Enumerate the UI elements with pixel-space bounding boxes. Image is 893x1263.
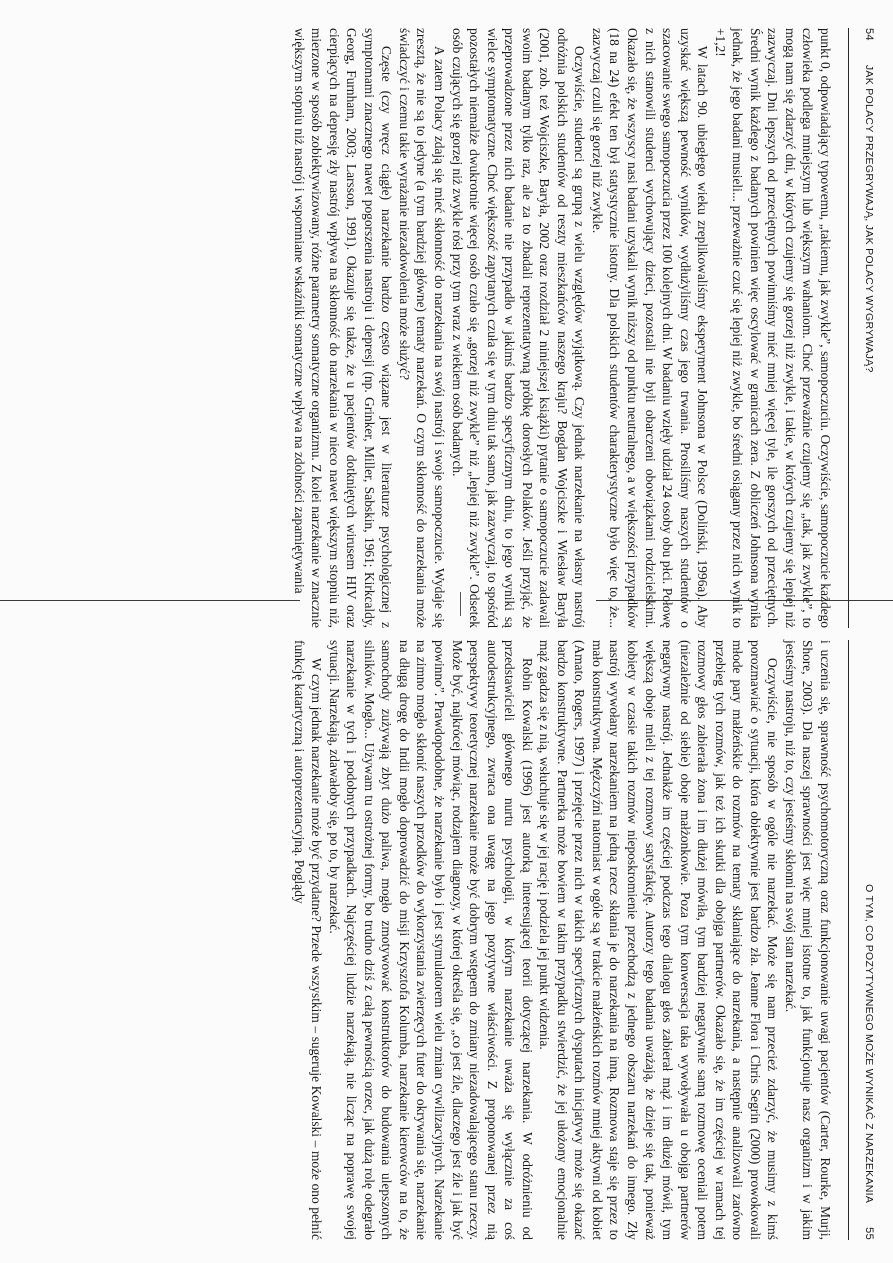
- running-head: JAK POLACY PRZEGRYWAJĄ, JAK POLACY WYGRYWAJĄ?: [863, 64, 875, 373]
- paragraph: punkt 0, odpowiadający typowemu, „takiemu, jak zwykle”, samopoczuciu. Oczywiście, samopoczucie każdego człowieka podlega mniejszym lub większym wahaniom. Choć przeważnie czujemy się „tak, jak zwykle”, to mogą nam się zdarzyć dni, w których czujemy się gorzej niż zwykle, i takie, w których czujemy się lepiej niż zazwyczaj. Dni lepszych od przeciętnych powinniśmy mieć mniej więcej tyle, ile gorszych od przeciętnych. Średni wynik każdego z badanych powinien więc oscylować w granicach zera. Z obliczeń Johnsona wynika jednak, że jego badani musieli... przeważnie czuć się lepiej niż zwykle, bo średni osiągany przez nich wynik to +1,2!: [712, 28, 833, 628]
- paragraph: A zatem Polacy zdają się mieć skłonność do narzekania na swój nastrój i swoje samopoczucie. Wydaje się zresztą, że nie są to jedyne (a tym bardziej główne) tematy narzekań. O czym skłonność do narzekania może świadczyć i czemu takie wyrażanie niezadowolenia może służyć?: [396, 28, 447, 628]
- running-head: O TYM, CO POZYTYWNEGO MOŻE WYNIKAĆ Z NARZEKANIA: [863, 884, 875, 1204]
- page-number: 54: [863, 28, 875, 41]
- page-header: [848, 28, 875, 628]
- page-body: [290, 640, 834, 1240]
- page-54: [95, 28, 875, 628]
- paragraph: Częste (czy wręcz ciągłe) narzekanie bardzo często wiązane jest w literaturze psychologicznej z symptomami znacznego nawet pogorszenia nastroju i depresji (np. Grinker, Miller, Sabskin, 1961; Kirkcaldy, Georg, Furnham, 2003; Larsson, 1991). Okazuje się także, że u pacjentów dotkniętych wirusem HIV oraz cierpiących na depresję zły nastrój wpływa na skłonność do narzekania w nieco nawet większym stopniu niż, mierzone w sposób zobiektywizowany, różne parametry somatyczne organizmu. Z kolei narzekanie w znacznie większym stopniu niż nastrój i wspomniane wskaźniki somatyczne wpływa na zdolności zapamiętywania: [291, 28, 395, 628]
- page-55: [95, 640, 875, 1240]
- paragraph: W latach 90. ubiegłego wieku zreplikowaliśmy eksperyment Johnsona w Polsce (Doliński, 1996a). Aby uzyskać większą pewność wyników, wydłużyliśmy czas jego trwania. Prosiliśmy naszych studentów o szacowanie swego samopoczucia przez 100 kolejnych dni. W badaniu wzięły udział 24 osoby obu płci. Połowę z nich stanowili studenci wychowujący dzieci, pozostali nie byli obarczeni obowiązkami rodzicielskimi. Okazało się, że wszyscy nasi badani uzyskali wynik niższy od punktu neutralnego, a w większości przypadków (18 na 24) efekt ten był statystycznie istotny. Dla polskich studentów charakterystyczne było więc to, że... zazwyczaj czuli się gorzej niż zwykle.: [589, 28, 711, 628]
- paragraph: Oczywiście, studenci są grupą z wielu względów wyjątkową. Czy jednak narzekanie na własny nastrój odróżnia polskich studentów od reszty mieszkańców naszego kraju? Bogdan Wojciszke i Wiesław Baryła (2001, zob. też Wojciszke, Baryła, 2002 oraz rozdział 2 niniejszej książki) pytanie o samopoczucie zadawali swoim badanym tylko raz, ale za to zbadali reprezentatywną próbkę dorosłych Polaków. Jeśli przyjąć, że przeprowadzone przez nich badanie nie przypadło w jakimś bardzo specyficznym dniu, to jego wyniki są wielce symptomatyczne. Choć większość zapytanych czuła się w tym dniu tak samo, jak zazwyczaj, to spośród pozostałych niemalże dwukrotnie więcej osób czuło się „gorzej niż zwykle” niż „lepiej niż zwykle”. Odsetek osób czujących się gorzej niż zwykle rósł przy tym wraz z wiekiem osób badanych.: [449, 28, 588, 628]
- page-number: 55: [863, 1227, 875, 1240]
- page-body: [290, 28, 834, 628]
- page-header: [848, 640, 875, 1240]
- paragraph: W czym jednak narzekanie może być przydatne? Przede wszystkim – sugeruje Kowalski – może ono pełnić funkcję katartyczną i autoprezentacyjną. Poglądy: [291, 640, 325, 1240]
- paragraph: Oczywiście, nie sposób w ogóle nie narzekać. Może się nam przecież zdarzyć, że musimy z kimś porozmawiać o sytuacji, która obiektywnie jest bardzo zła. Jeanne Flora i Chris Segrin (2000) prowokowali młode pary małżeńskie do rozmów na tematy skłaniające do narzekania, a następnie analizowali zarówno przebieg tych rozmów, jak też ich skutki dla obojga partnerów. Okazało się, że im częściej w ramach tej rozmowy głos zabierała żona i im dłużej mówiła, tym bardziej negatywnie samą rozmowę oceniali potem (niezależnie od siebie) oboje małżonkowie. Poza tym konwersacja taka wywoływała u obojga partnerów negatywny nastrój. Jednakże im częściej podczas tego dialogu głos zabierał mąż i im dłużej mówił, tym większą oboje mieli z tej rozmowy satysfakcję. Autorzy tego badania uważają, że dzieje się tak, ponieważ kobiety w czasie takich rozmów nieposkromienie przechodzą z jednego obszaru narzekań do innego. Zły nastrój wywołany narzekaniem na jedną rzecz skłania je do narzekania na inną. Rozmowa staje się przez to mało konstruktywna. Mężczyźni natomiast w ogóle są w trakcie małżeńskich rozmów mniej aktywni od kobiet (Amato, Rogers, 1997) i przejęcie przez nich w takich specyficznych dysputach inicjatywy może się okazać bardzo konstruktywne. Partnerka może bowiem w takim przypadku stwierdzić, że jej ułożony emocjonalnie mąż zgadza się z nią, wsłuchuje się w jej rację i podziela jej punkt widzenia.: [537, 640, 781, 1240]
- paragraph: Robin Kowalski (1996) jest autorką interesującej teorii dotyczącej narzekania. W odróżnieniu od przedstawicieli głównego nurtu psychologii, w którym narzekanie uważa się wyłącznie za coś autodestrukcyjnego, zwraca ona uwagę na jego pozytywne właściwości. Z proponowanej przez nią perspektywy teoretycznej narzekanie może być dobrym wstępem do zmiany niezadowalającego stanu rzeczy. Może być, najkrócej mówiąc, rodzajem diagnozy, w której określa się, „co jest źle, dlaczego jest źle i jak być powinno”. Prawdopodobne, że narzekanie było i jest stymulatorem wielu zmian cywilizacyjnych. Narzekanie na zimno mogło skłonić naszych przodków do wykorzystania zwierzęcych futer do okrywania się, narzekanie na długą drogę do Indii mogło doprowadzić do misji Krzysztofa Kolumba, narzekanie kierowców na to, że samochody zużywają zbyt dużo paliwa, mogło zmotywować konstruktorów do budowania ulepszonych silników. Mogło... Używam tu ostrożnej formy, bo trudno dziś z całą pewnością orzec, jak dużą rolę odegrało narzekanie w tych i podobnych przypadkach. Najczęściej ludzie narzekają, nie licząc na poprawę swojej sytuacji. Narzekają, zdawałoby się, po to, by narzekać.: [326, 640, 535, 1240]
- paragraph: i uczenia się, sprawność psychomotoryczną oraz funkcjonowanie uwagi pacjentów (Carter, Rourke, Murji, Shore, 2003). Dla naszej sprawności jest więc mniej istotne to, jak funkcjonuje nasz organizm i w jakim jesteśmy nastroju, niż to, czy jesteśmy skłonni na swój stan narzekać.: [782, 640, 833, 1240]
